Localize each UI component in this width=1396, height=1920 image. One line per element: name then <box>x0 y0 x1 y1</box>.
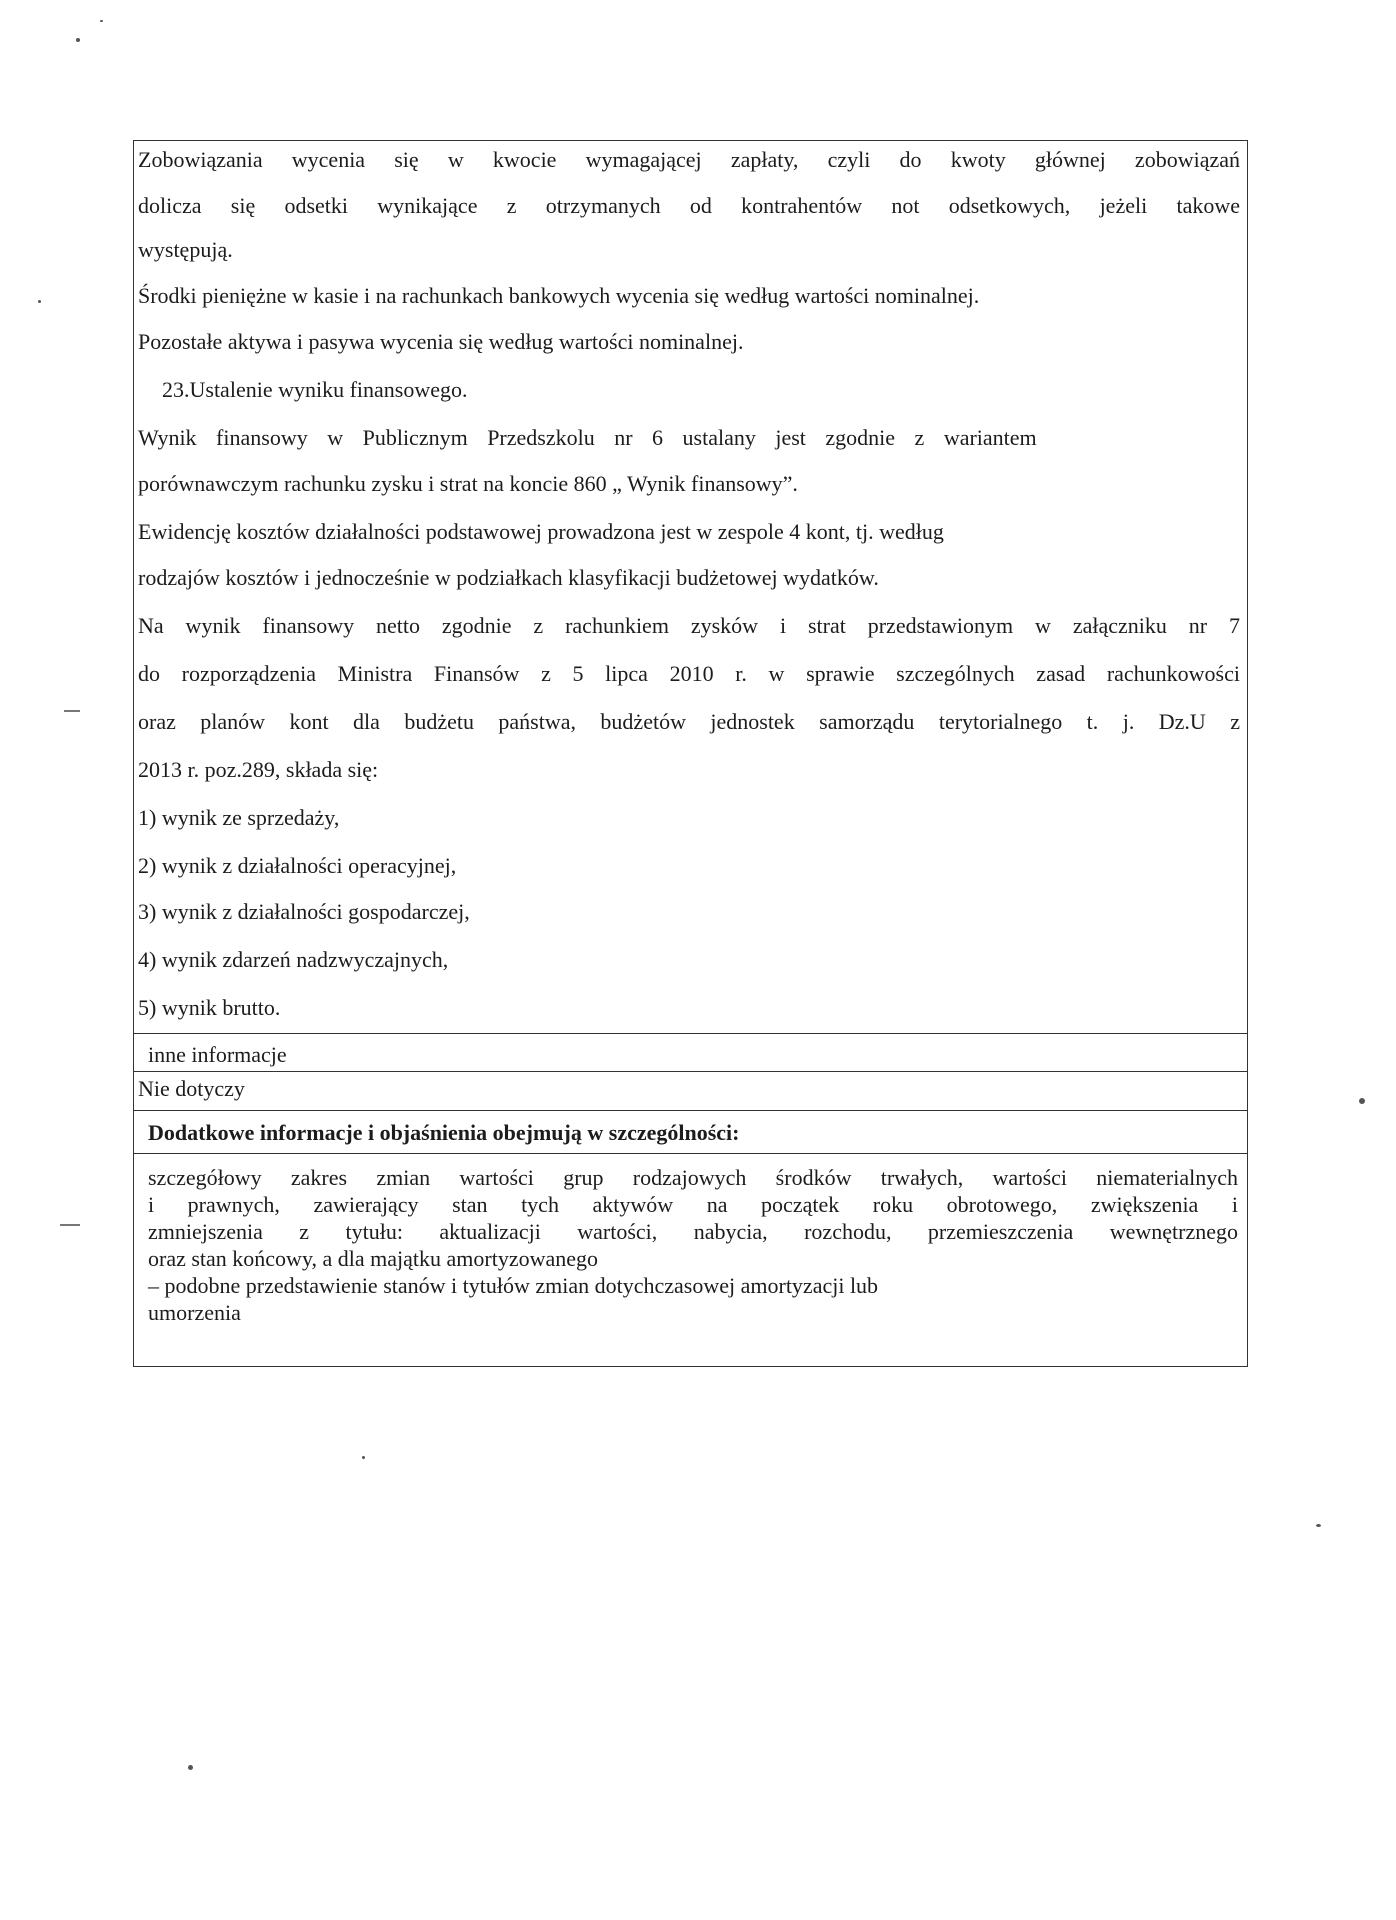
text-line: występują. <box>138 237 233 262</box>
list-item: 1) wynik ze sprzedaży, <box>138 805 340 830</box>
text-line: Na wynik finansowy netto zgodnie z rachunkiem zysków i strat przedstawionym w załączniku nr 7 <box>138 613 1240 638</box>
scan-speck <box>362 1456 365 1459</box>
scan-speck <box>1359 1098 1365 1104</box>
text-line: rodzajów kosztów i jednocześnie w podziałkach klasyfikacji budżetowej wydatków. <box>138 565 879 590</box>
text-line: Wynik finansowy w Publicznym Przedszkolu nr 6 ustalany jest zgodnie z wariantem <box>138 425 1037 450</box>
scan-speck <box>1316 1524 1321 1527</box>
text-line: porównawczym rachunku zysku i strat na koncie 860 „ Wynik finansowy”. <box>138 471 798 496</box>
list-item: 2) wynik z działalności operacyjnej, <box>138 853 457 878</box>
text-line: do rozporządzenia Ministra Finansów z 5 lipca 2010 r. w sprawie szczególnych zasad rachunkowości <box>138 661 1240 686</box>
scan-mark <box>60 1224 80 1226</box>
text-line: oraz planów kont dla budżetu państwa, budżetów jednostek samorządu terytorialnego t. j. Dz.U z <box>138 709 1240 734</box>
text-line: i prawnych, zawierający stan tych aktywów na początek roku obrotowego, zwiększenia i <box>148 1192 1238 1217</box>
additional-info-cell <box>134 1154 1247 1366</box>
text-line: 2013 r. poz.289, składa się: <box>138 757 379 782</box>
nie-dotyczy-row <box>134 1072 1247 1106</box>
additional-info-heading-row <box>134 1110 1247 1154</box>
scan-speck <box>188 1765 193 1770</box>
text-line: zmniejszenia z tytułu: aktualizacji wartości, nabycia, rozchodu, przemieszczenia wewnętrznego <box>148 1219 1238 1244</box>
scan-speck <box>76 38 80 42</box>
additional-info-heading: Dodatkowe informacje i objaśnienia obejmują w szczególności: <box>148 1120 740 1145</box>
list-item: 4) wynik zdarzeń nadzwyczajnych, <box>138 947 449 972</box>
list-item: 5) wynik brutto. <box>138 995 281 1020</box>
text-line: Zobowiązania wycenia się w kwocie wymagającej zapłaty, czyli do kwoty głównej zobowiązań <box>138 147 1240 172</box>
scan-mark <box>64 710 80 712</box>
text-line: Środki pieniężne w kasie i na rachunkach bankowych wycenia się według wartości nominalnej. <box>138 283 980 308</box>
text-line: Ewidencję kosztów działalności podstawowej prowadzona jest w zespole 4 kont, tj. według <box>138 519 944 544</box>
text-line: dolicza się odsetki wynikające z otrzymanych od kontrahentów not odsetkowych, jeżeli takowe <box>138 193 1240 218</box>
inne-informacje-row <box>134 1034 1247 1072</box>
text-line: – podobne przedstawienie stanów i tytułów zmian dotychczasowej amortyzacji lub <box>148 1273 879 1298</box>
text-line: Pozostałe aktywa i pasywa wycenia się według wartości nominalnej. <box>138 329 744 354</box>
text-line: umorzenia <box>148 1300 241 1325</box>
valuation-and-result-cell <box>134 141 1247 1034</box>
scan-speck <box>38 300 41 303</box>
nie-dotyczy-text: Nie dotyczy <box>138 1076 245 1101</box>
text-line: szczegółowy zakres zmian wartości grup rodzajowych środków trwałych, wartości niematerialnych <box>148 1165 1238 1190</box>
section-heading-23: 23.Ustalenie wyniku finansowego. <box>162 377 468 402</box>
text-line: oraz stan końcowy, a dla majątku amortyzowanego <box>148 1246 599 1271</box>
list-item: 3) wynik z działalności gospodarczej, <box>138 899 470 924</box>
document-table <box>133 140 1248 1367</box>
inne-informacje-label: inne informacje <box>148 1042 287 1067</box>
scan-speck <box>100 20 103 22</box>
